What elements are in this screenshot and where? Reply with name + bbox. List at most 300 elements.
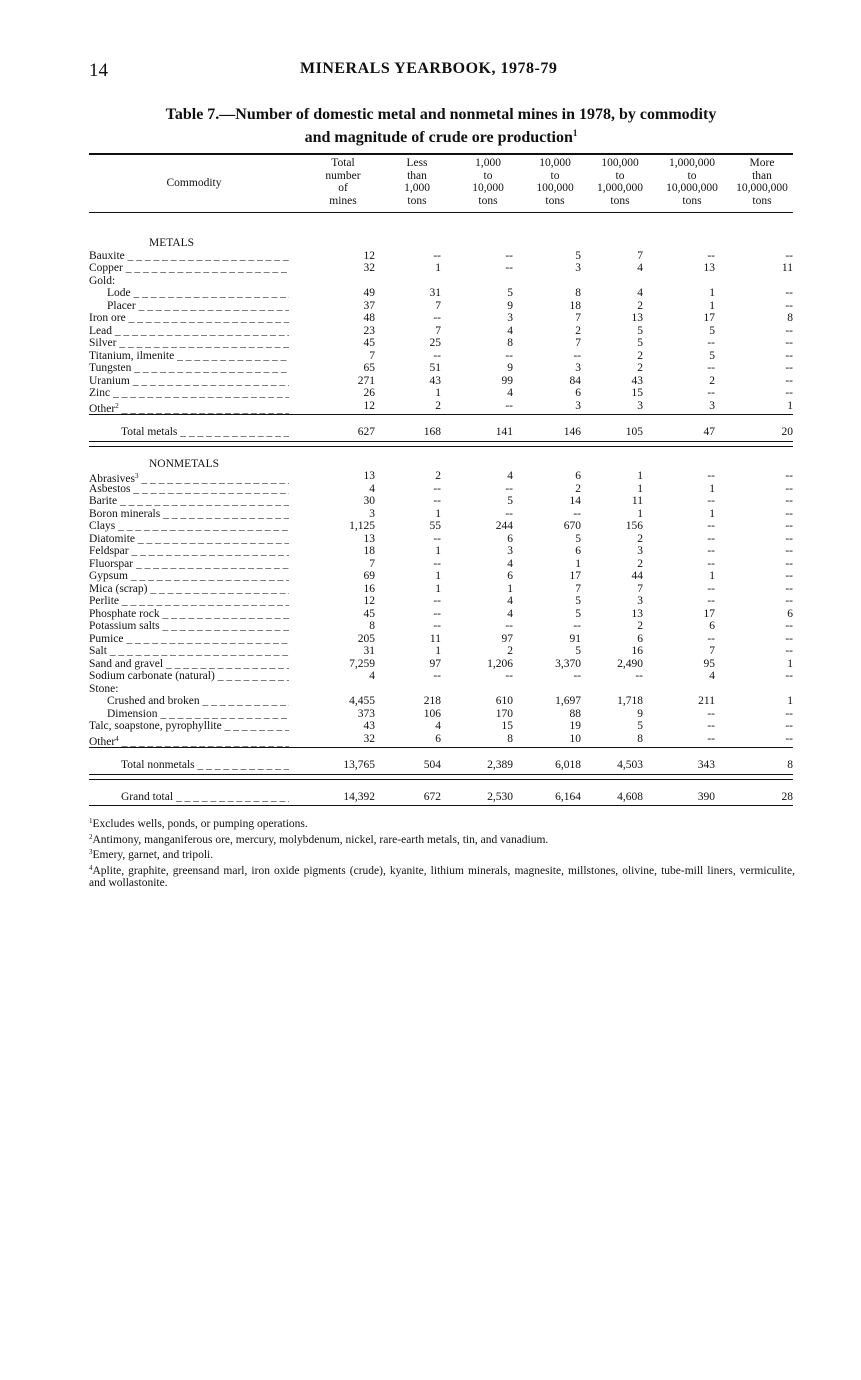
cell-value: 5 [709,324,715,337]
header-line: tons [610,194,630,207]
cell-value: 1 [637,470,643,482]
cell-value: -- [433,595,441,607]
header-more-than-10000000 [727,157,797,207]
cell-value: -- [785,520,793,532]
header-commodity [89,177,299,190]
cell-value: -- [505,507,513,520]
header-1000-to-10000 [453,157,523,207]
cell-value: 32 [363,262,375,274]
section-heading: METALS [149,237,195,249]
cell-value: 84 [569,374,581,387]
cell-value: 672 [423,790,441,803]
cell-value: 141 [495,426,513,438]
table-row [89,720,793,733]
cell-value: -- [707,387,715,399]
table-row [89,695,793,708]
cell-value: 31 [363,645,375,657]
cell-value: 106 [423,707,441,720]
header-line: tons [682,194,702,207]
cell-value: 8 [575,287,581,299]
cell-value: 244 [495,520,513,532]
cell-value: -- [707,582,715,595]
table-row [89,670,793,683]
table-row [89,608,793,621]
cell-value: 47 [703,426,715,438]
table-row [89,362,793,375]
cell-value: -- [433,607,441,620]
cell-value: 1 [787,399,793,412]
header-total-mines [311,157,375,207]
commodity-name: Grand total [121,790,174,803]
table-row [89,658,793,671]
cell-value: 65 [363,362,375,374]
footnote-mark: 4 [115,734,119,743]
row-gap [89,783,793,791]
cell-value: 7 [369,557,375,570]
footnote-mark: 2 [115,401,119,410]
table-row [89,337,793,350]
cell-value: 1 [709,507,715,520]
cell-value: 4 [369,670,375,682]
commodity-name: Pumice [89,632,124,645]
cell-value: 7,259 [349,657,375,670]
commodity-name: Gold: [89,274,116,287]
cell-value: 17 [703,312,715,324]
cell-value: 12 [363,249,375,262]
header-line: 10,000 [472,182,504,194]
commodity-name: Placer [107,299,136,312]
cell-value: -- [635,670,643,682]
cell-value: -- [785,387,793,399]
footnote [89,815,795,831]
table-row [89,570,793,583]
commodity-name: Iron ore [89,312,126,324]
cell-value: 45 [363,337,375,349]
cell-value: 2 [709,374,715,387]
cell-value: 8 [369,620,375,632]
header-line: tons [752,194,772,207]
header-100000-to-1000000 [589,157,651,207]
cell-value: -- [505,399,513,412]
cell-value: 5 [709,349,715,362]
cell-value: -- [433,532,441,545]
cell-value: 8 [787,759,793,771]
table-row [89,312,793,325]
cell-value: 18 [363,545,375,557]
cell-value: 3 [709,399,715,412]
cell-value: 18 [569,299,581,312]
cell-value: -- [785,362,793,374]
cell-value: 4 [507,607,513,620]
commodity-label [121,426,289,439]
commodity-label [89,720,289,733]
cell-value: 8 [787,312,793,324]
commodity-label [89,337,289,350]
cell-value: -- [785,620,793,632]
cell-value: 6 [637,632,643,645]
cell-value: -- [785,707,793,720]
cell-value: -- [785,470,793,482]
cell-value: -- [433,557,441,570]
commodity-name: Clays [89,520,116,532]
table-row [89,708,793,721]
commodity-label [89,558,289,571]
commodity-label [89,733,289,749]
commodity-label [89,633,289,646]
commodity-name: Copper [89,262,123,274]
cell-value: 3,370 [555,657,581,670]
footnote-text: Aplite, graphite, greensand marl, iron oxide pigments (crude), kyanite, lithium minerals, magnesite, millstones, olivine, tube-mill liners, vermiculite, and wollastonite. [89,864,795,889]
cell-value: -- [785,570,793,582]
commodity-name: Bauxite [89,249,125,262]
header-line: than [407,169,427,182]
cell-value: 5 [575,249,581,262]
cell-value: 3 [637,399,643,412]
cell-value: 23 [363,324,375,337]
table-row [89,300,793,313]
commodity-label [89,508,289,521]
header-1000000-to-10000000 [657,157,727,207]
cell-value: -- [433,670,441,682]
cell-value: -- [433,249,441,262]
cell-value: 168 [423,426,441,438]
header-line: to [483,169,493,182]
commodity-label [89,483,289,496]
commodity-label [107,695,289,708]
cell-value: 4 [507,324,513,337]
header-line: number [325,169,361,182]
cell-value: 14 [569,495,581,507]
cell-value: -- [785,582,793,595]
table-row [89,250,793,263]
cell-value: 1 [709,287,715,299]
table-row [89,350,793,363]
cell-value: 1 [709,482,715,495]
cell-value: 6 [435,732,441,745]
cell-value: 6 [507,570,513,582]
cell-value: -- [505,349,513,362]
commodity-label [89,362,289,375]
header-commodity-text: Commodity [166,177,222,189]
cell-value: 88 [569,707,581,720]
footnote-mark: 4 [89,863,93,872]
table-row [89,545,793,558]
section-heading-row [89,237,793,250]
running-head: MINERALS YEARBOOK, 1978-79 [300,60,558,77]
cell-value: -- [707,362,715,374]
header-line: to [615,169,625,182]
commodity-name: Silver [89,337,117,349]
table-row [89,375,793,388]
cell-value: -- [433,482,441,495]
table-row [89,325,793,338]
cell-value: 43 [631,374,643,387]
cell-value: 97 [501,632,513,645]
cell-value: 20 [781,426,793,438]
header-line: to [550,169,560,182]
cell-value: 4 [507,387,513,399]
cell-value: 2 [435,470,441,482]
commodity-label [89,350,289,363]
commodity-name: Sand and gravel [89,657,164,670]
cell-value: 211 [698,695,715,707]
commodity-label [89,375,289,388]
cell-value: -- [785,720,793,732]
cell-value: 2 [435,399,441,412]
cell-value: 1 [787,657,793,670]
row-gap [89,418,793,426]
cell-value: 2 [637,349,643,362]
cell-value: 1 [435,262,441,274]
commodity-name: Stone: [89,682,119,695]
row-gap [89,450,793,458]
table-body [89,227,793,809]
cell-value: 218 [423,695,441,707]
header-line: than [752,169,772,182]
cell-value: 5 [507,495,513,507]
cell-value: 390 [697,790,715,803]
cell-value: 1 [435,387,441,399]
commodity-name: Uranium [89,374,130,387]
cell-value: 4,608 [617,790,643,803]
total-row [89,426,793,439]
cell-value: -- [707,595,715,607]
header-line: More [749,157,775,169]
cell-value: 7 [575,337,581,349]
cell-value: 343 [697,759,715,771]
commodity-label [121,791,289,804]
cell-value: 2,389 [487,759,513,771]
header-line: 1,000,000 [669,157,715,169]
commodity-name: Sodium carbonate (natural) [89,670,215,682]
cell-value: -- [707,495,715,507]
cell-value: -- [707,337,715,349]
header-line: mines [329,194,357,207]
row-rule [89,805,793,806]
table-row [89,595,793,608]
cell-value: 11 [781,262,793,274]
cell-value: 2 [507,645,513,657]
header-bottom-rule [89,212,793,213]
commodity-name: Gypsum [89,570,128,582]
cell-value: 4 [369,482,375,495]
cell-value: 4 [435,720,441,732]
cell-value: 6,164 [555,790,581,803]
cell-value: 1,697 [555,695,581,707]
commodity-label [107,708,289,721]
cell-value: 271 [357,374,375,387]
cell-value: 1 [435,545,441,557]
page-number: 14 [89,60,108,81]
cell-value: -- [573,670,581,682]
cell-value: 7 [637,249,643,262]
table-row [89,387,793,400]
cell-value: 1,718 [617,695,643,707]
cell-value: 170 [495,707,513,720]
cell-value: 13 [363,532,375,545]
commodity-label [89,620,289,633]
commodity-label [89,250,289,263]
commodity-name: Phosphate rock [89,607,160,620]
cell-value: 3 [637,595,643,607]
cell-value: 7 [575,312,581,324]
cell-value: -- [785,324,793,337]
cell-value: 146 [563,426,581,438]
cell-value: 13,765 [343,759,375,771]
cell-value: 504 [423,759,441,771]
cell-value: 2 [637,557,643,570]
commodity-label [89,570,289,583]
commodity-name: Zinc [89,387,111,399]
cell-value: -- [785,595,793,607]
commodity-label [89,683,289,696]
cell-value: 9 [507,362,513,374]
commodity-label [89,658,289,671]
commodity-name: Perlite [89,595,120,607]
cell-value: 4 [507,470,513,482]
section-heading-row [89,458,793,471]
cell-value: 16 [363,582,375,595]
cell-value: 1 [637,507,643,520]
cell-value: -- [707,470,715,482]
cell-value: 8 [637,732,643,745]
table-row [89,287,793,300]
cell-value: 6 [507,532,513,545]
cell-value: 1 [709,299,715,312]
commodity-label [89,583,289,596]
header-line: 100,000 [601,157,639,169]
cell-value: 43 [429,374,441,387]
commodity-label [89,275,289,288]
cell-value: 4 [637,287,643,299]
cell-value: 2,490 [617,657,643,670]
cell-value: 9 [637,707,643,720]
cell-value: -- [785,632,793,645]
cell-value: 55 [429,520,441,532]
cell-value: 4 [637,262,643,274]
cell-value: -- [707,707,715,720]
row-rule [89,774,793,780]
cell-value: 373 [357,707,375,720]
cell-value: 13 [631,312,643,324]
commodity-label [89,387,289,400]
table-row [89,520,793,533]
cell-value: 205 [357,632,375,645]
commodity-name: Salt [89,645,107,657]
cell-value: -- [707,732,715,745]
cell-value: 1 [637,482,643,495]
cell-value: 5 [637,324,643,337]
commodity-name: Lode [107,287,131,299]
footnote [89,846,795,862]
cell-value: 105 [625,426,643,438]
cell-value: 5 [575,645,581,657]
table-top-rule [89,153,793,155]
cell-value: -- [785,287,793,299]
cell-value: 25 [429,337,441,349]
commodity-name: Tungsten [89,362,132,374]
table-row [89,645,793,658]
cell-value: 1 [575,557,581,570]
cell-value: -- [785,670,793,682]
header-line: tons [407,194,427,207]
cell-value: 4 [507,557,513,570]
cell-value: 3 [575,262,581,274]
cell-value: -- [707,520,715,532]
cell-value: 9 [507,299,513,312]
cell-value: -- [785,299,793,312]
commodity-label [107,300,289,313]
commodity-label [89,533,289,546]
commodity-label [89,400,289,416]
commodity-label [89,645,289,658]
cell-value: 6 [709,620,715,632]
table-row [89,583,793,596]
table-row [89,262,793,275]
cell-value: 30 [363,495,375,507]
cell-value: 8 [507,732,513,745]
commodity-name: Feldspar [89,545,129,557]
header-line: 10,000,000 [736,182,788,194]
cell-value: -- [505,249,513,262]
cell-value: 6 [575,470,581,482]
cell-value: 3 [369,507,375,520]
cell-value: 5 [575,607,581,620]
cell-value: 7 [435,324,441,337]
cell-value: 17 [569,570,581,582]
footnote [89,862,795,890]
header-line: Total [331,157,355,169]
table-row [89,470,793,483]
cell-value: -- [785,495,793,507]
footnote-mark: 1 [89,817,93,825]
cell-value: 1 [709,570,715,582]
cell-value: 51 [429,362,441,374]
cell-value: -- [433,620,441,632]
cell-value: 2 [575,482,581,495]
cell-value: -- [785,249,793,262]
cell-value: 1,206 [487,657,513,670]
cell-value: 2 [637,620,643,632]
cell-value: 7 [369,349,375,362]
cell-value: 45 [363,607,375,620]
table-row [89,633,793,646]
footnote-text: Excludes wells, ponds, or pumping operations. [92,818,308,830]
cell-value: -- [785,732,793,745]
cell-value: 49 [363,287,375,299]
cell-value: 5 [575,532,581,545]
cell-value: -- [707,545,715,557]
cell-value: 3 [575,399,581,412]
commodity-label [89,520,289,533]
cell-value: 14,392 [343,790,375,803]
cell-value: 6 [575,545,581,557]
cell-value: 1 [787,695,793,707]
commodity-label [89,670,289,683]
title-line-2-text: and magnitude of crude ore production [304,129,573,146]
cell-value: 7 [637,582,643,595]
cell-value: -- [707,532,715,545]
table-row [89,683,793,696]
header-line: tons [545,194,565,207]
commodity-label [89,608,289,621]
cell-value: 15 [501,720,513,732]
cell-value: -- [505,482,513,495]
commodity-name: Total metals [121,426,178,438]
cell-value: -- [707,249,715,262]
commodity-name: Diatomite [89,532,135,545]
commodity-name: Fluorspar [89,557,134,570]
